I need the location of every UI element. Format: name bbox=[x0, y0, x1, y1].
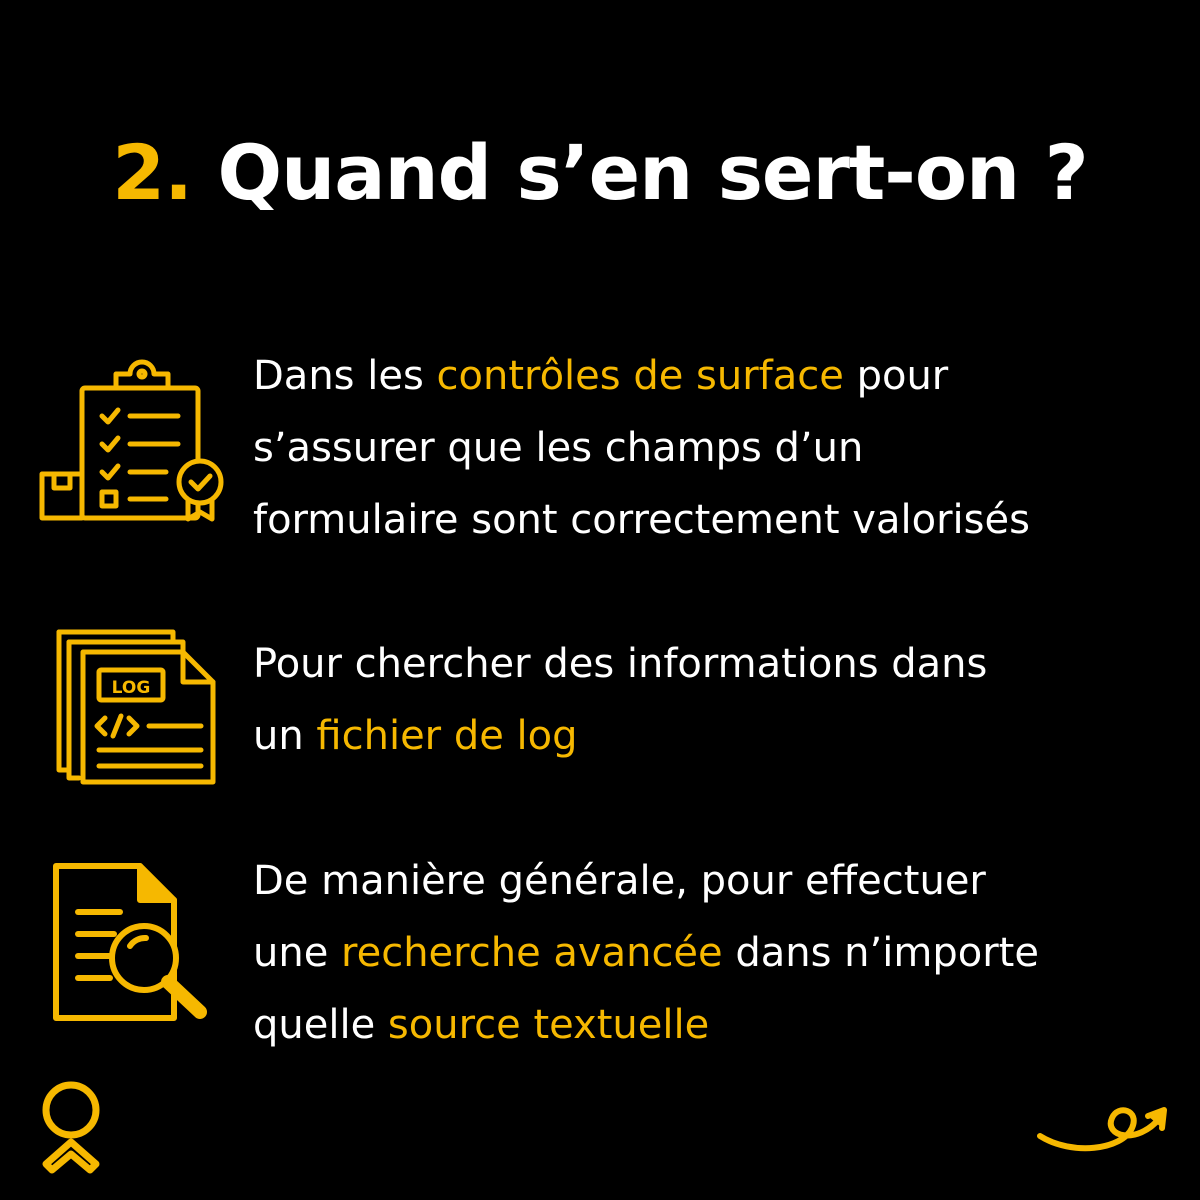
text-line: quelle source textuelle bbox=[253, 1002, 710, 1048]
highlight: recherche avancée bbox=[341, 930, 723, 976]
text-line: formulaire sont correctement valorisés bbox=[253, 497, 1030, 543]
highlight: source textuelle bbox=[387, 1002, 710, 1048]
text-line: Pour chercher des informations dans bbox=[253, 641, 988, 687]
log-label: LOG bbox=[111, 678, 151, 698]
page-title bbox=[0, 118, 1200, 228]
clipboard-checklist-icon bbox=[38, 358, 228, 533]
usage-item-log-file bbox=[0, 628, 1200, 798]
person-logo-icon bbox=[38, 1080, 104, 1176]
text-line: Dans les contrôles de surface pour bbox=[253, 353, 949, 399]
text-line: un fichier de log bbox=[253, 713, 578, 759]
usage-item-text bbox=[253, 845, 1153, 1061]
log-file-icon bbox=[55, 628, 245, 788]
text-line: De manière générale, pour effectuer bbox=[253, 858, 986, 904]
text-line: s’assurer que les champs d’un bbox=[253, 425, 864, 471]
title-text: Quand s’en sert-on ? bbox=[217, 128, 1088, 217]
usage-item-form-checks bbox=[0, 340, 1200, 560]
usage-item-advanced-search bbox=[0, 845, 1200, 1065]
text-line: une recherche avancée dans n’importe bbox=[253, 930, 1039, 976]
usage-item-text bbox=[253, 340, 1153, 556]
swoosh-arrow-icon bbox=[1032, 1098, 1177, 1168]
highlight: contrôles de surface bbox=[436, 353, 844, 399]
title-number: 2. bbox=[112, 128, 193, 217]
document-search-icon bbox=[50, 860, 230, 1030]
usage-item-text bbox=[253, 628, 1153, 772]
highlight: fichier de log bbox=[316, 713, 578, 759]
